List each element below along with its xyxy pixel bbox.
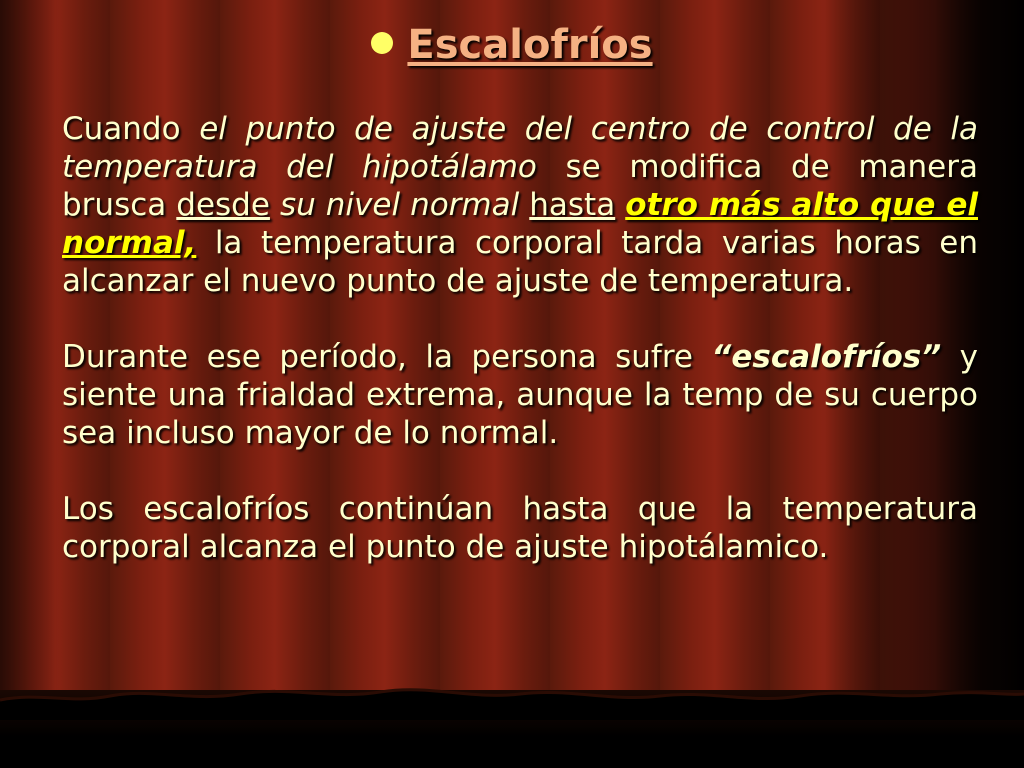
paragraph-2 xyxy=(62,338,978,452)
highlighted-text: otro más alto que el normal, xyxy=(62,187,978,261)
curtain-hem-decoration xyxy=(0,670,1024,720)
underlined-text: desde xyxy=(176,187,270,223)
text-span xyxy=(270,187,280,223)
text-span: Cuando xyxy=(62,111,200,147)
italic-text: el punto de ajuste del centro de control de la temperatura del hipotálamo xyxy=(62,111,978,185)
text-span: se modifica de manera brusca xyxy=(62,149,978,223)
text-span: la temperatura corporal tarda varias horas en alcanzar el nuevo punto de ajuste de temperatura. xyxy=(62,225,978,299)
text-span xyxy=(519,187,529,223)
paragraph-1 xyxy=(62,110,978,300)
underlined-text: hasta xyxy=(529,187,616,223)
text-span: Durante ese período, la persona sufre xyxy=(62,339,712,375)
slide-title xyxy=(0,22,1024,68)
bullet-icon xyxy=(371,32,393,54)
text-span: y siente una frialdad extrema, aunque la temp de su cuerpo sea incluso mayor de lo normal. xyxy=(62,339,978,451)
title-text: Escalofríos xyxy=(407,22,653,68)
italic-text: su nivel normal xyxy=(279,187,520,223)
paragraph-3: Los escalofríos continúan hasta que la temperatura corporal alcanza el punto de ajuste hipotálamico. xyxy=(62,491,978,565)
slide-body xyxy=(62,110,978,604)
emphasized-text: “escalofríos” xyxy=(711,339,942,375)
text-span xyxy=(615,187,625,223)
